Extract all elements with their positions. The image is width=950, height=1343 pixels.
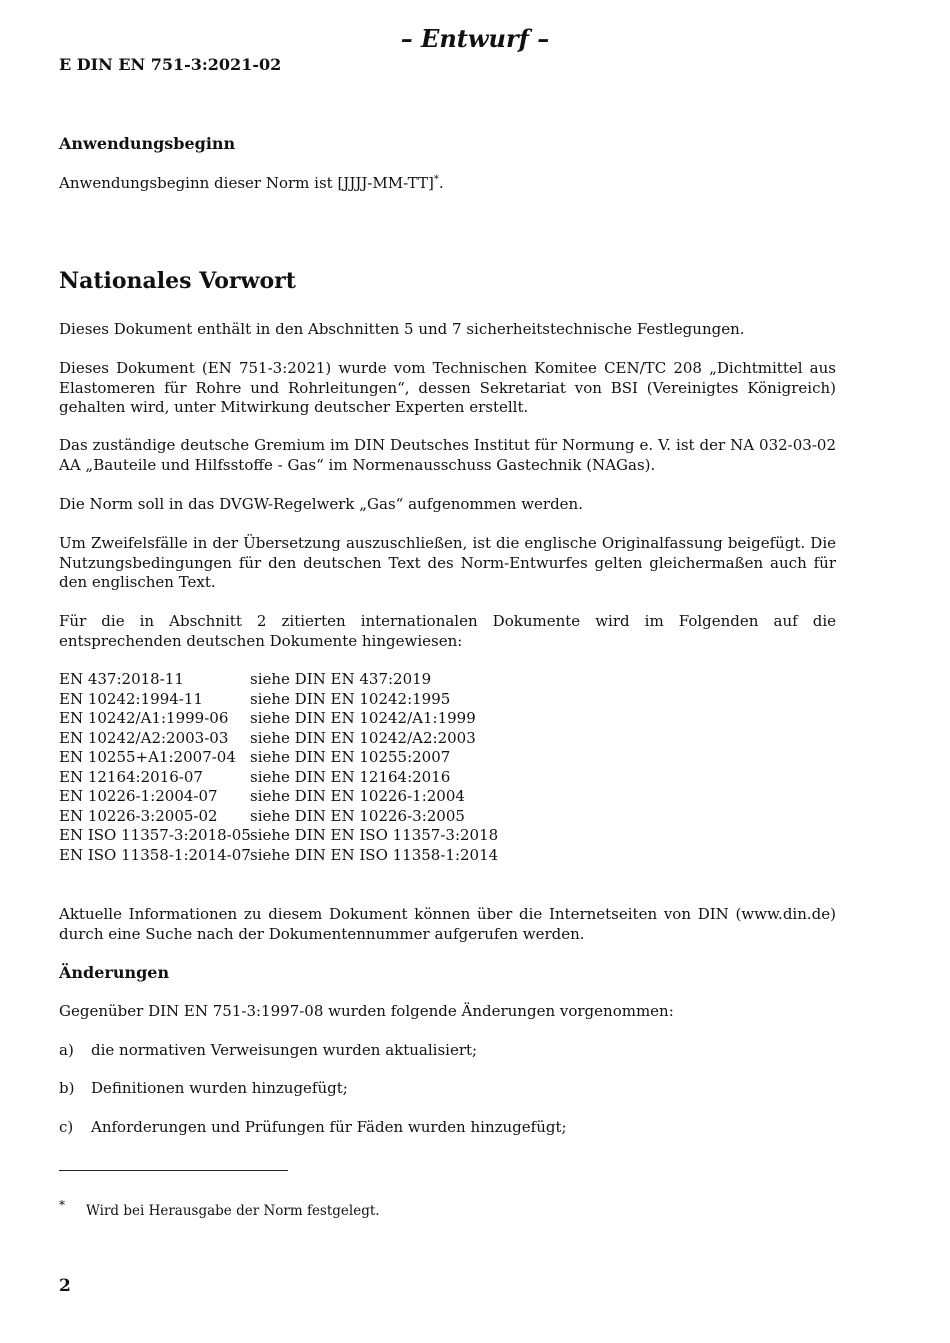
- intl-reference: EN 10242/A1:1999-06: [59, 709, 229, 727]
- document-id: E DIN EN 751-3:2021-02: [59, 55, 282, 74]
- paragraph: Dieses Dokument (EN 751-3:2021) wurde vom Technischen Komitee CEN/TC 208 „Dichtmittel aus Elastomeren für Rohre und Rohrleitungen“, dessen Sekretariat von BSI (Vereinigtes Königreich) gehalten wird, unter Mitwirkung deutscher Experten erstellt.: [59, 359, 836, 416]
- changes-intro: Gegenüber DIN EN 751-3:1997-08 wurden folgende Änderungen vorgenommen:: [59, 1002, 674, 1020]
- intl-reference: EN 10242/A2:2003-03: [59, 728, 229, 747]
- list-item-text: Anforderungen und Prüfungen für Fäden wurden hinzugefügt;: [91, 1118, 567, 1136]
- page-title: Nationales Vorwort: [59, 268, 296, 294]
- paragraph: Das zuständige deutsche Gremium im DIN Deutsches Institut für Normung e. V. ist der NA 032-03-02 AA „Bauteile und Hilfsstoffe - Gas“ im Normenausschuss Gastechnik (NAGas).: [59, 436, 836, 474]
- paragraph: Dieses Dokument enthält in den Abschnitten 5 und 7 sicherheitstechnische Festlegungen.: [59, 320, 745, 338]
- intl-reference: EN 10242:1994-11: [59, 689, 203, 708]
- footnote-reference[interactable]: *: [433, 174, 439, 185]
- intl-reference: EN 10255+A1:2007-04: [59, 748, 236, 766]
- list-marker: a): [59, 1041, 74, 1059]
- intl-reference: EN ISO 11357-3:2018-05: [59, 826, 251, 844]
- intl-reference: EN 10226-3:2005-02: [59, 806, 218, 825]
- din-reference: siehe DIN EN 12164:2016: [250, 767, 451, 786]
- start-text: Anwendungsbeginn dieser Norm ist [JJJJ-MM-TT]: [59, 174, 434, 192]
- start-paragraph: [59, 174, 836, 194]
- section-heading-changes: Änderungen: [59, 963, 170, 982]
- page-number: 2: [59, 1276, 71, 1296]
- din-reference: siehe DIN EN 10255:2007: [250, 748, 451, 766]
- din-reference: siehe DIN EN ISO 11358-1:2014: [250, 845, 499, 864]
- footnote-mark: *: [59, 1198, 65, 1212]
- draft-mark: – Entwurf –: [400, 24, 550, 53]
- section-heading-start: Anwendungsbeginn: [59, 134, 236, 153]
- paragraph: Für die in Abschnitt 2 zitierten internationalen Dokumente wird im Folgenden auf die entsprechenden deutschen Dokumente hingewiesen:: [59, 612, 836, 650]
- footnote-divider: [59, 1170, 288, 1171]
- intl-reference: EN 10226-1:2004-07: [59, 787, 218, 805]
- list-marker: b): [59, 1079, 75, 1097]
- din-reference: siehe DIN EN 437:2019: [250, 670, 432, 688]
- start-text-end: .: [438, 174, 444, 192]
- list-item-text: die normativen Verweisungen wurden aktualisiert;: [91, 1041, 478, 1059]
- footnote-text: Wird bei Herausgabe der Norm festgelegt.: [86, 1203, 380, 1219]
- din-reference: siehe DIN EN ISO 11357-3:2018: [250, 826, 499, 844]
- info-paragraph: Aktuelle Informationen zu diesem Dokument können über die Internetseiten von DIN (www.din.de) durch eine Suche nach der Dokumentennummer aufgerufen werden.: [59, 905, 836, 943]
- din-reference: siehe DIN EN 10242/A1:1999: [250, 709, 476, 727]
- paragraph: Die Norm soll in das DVGW-Regelwerk „Gas“ aufgenommen werden.: [59, 495, 583, 513]
- din-reference: siehe DIN EN 10242/A2:2003: [250, 728, 476, 747]
- intl-reference: EN 437:2018-11: [59, 670, 184, 688]
- din-reference: siehe DIN EN 10242:1995: [250, 689, 451, 708]
- intl-reference: EN ISO 11358-1:2014-07: [59, 845, 251, 864]
- list-item-text: Definitionen wurden hinzugefügt;: [91, 1079, 348, 1097]
- list-marker: c): [59, 1118, 74, 1136]
- intl-reference: EN 12164:2016-07: [59, 767, 203, 786]
- din-reference: siehe DIN EN 10226-1:2004: [250, 787, 465, 805]
- din-reference: siehe DIN EN 10226-3:2005: [250, 806, 465, 825]
- paragraph: Um Zweifelsfälle in der Übersetzung auszuschließen, ist die englische Originalfassung beigefügt. Die Nutzungsbedingungen für den deutschen Text des Norm-Entwurfes gelten gleichermaßen auch für den englischen Text.: [59, 534, 836, 591]
